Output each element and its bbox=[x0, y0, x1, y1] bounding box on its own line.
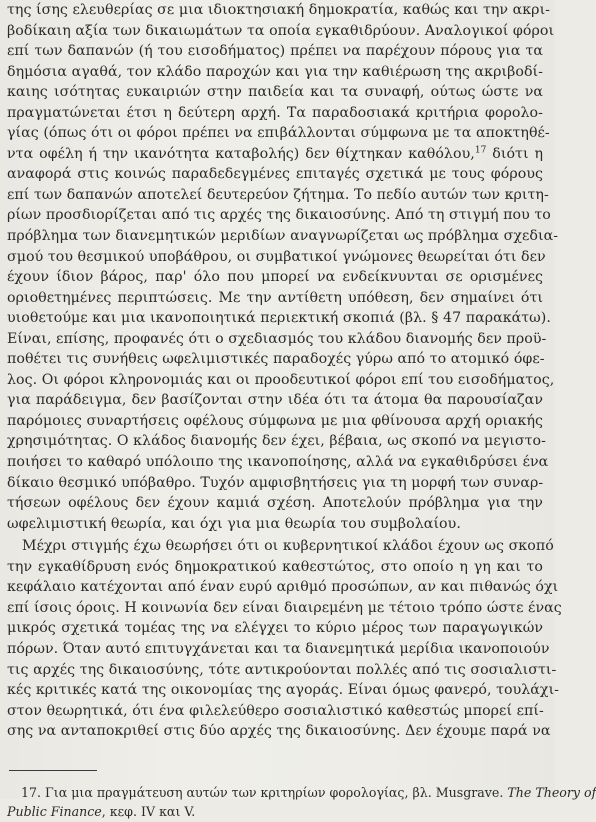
text-line: πραγματώνεται έτσι η δεύτερη αρχή. Τα παραδοσιακά κριτήρια φορολο- bbox=[7, 104, 543, 121]
text-line: σης να ανταποκριθεί στις δύο αρχές της δικαιοσύνης. Δεν έχουμε παρά να bbox=[7, 723, 551, 740]
text-line: στον θεωρητικά, ότι ένα φιλελεύθερο σοσιαλιστικό καθεστώς μπορεί επί- bbox=[7, 702, 544, 719]
text-line: για παράδειγμα, δεν βασίζονται στην ιδέα ότι τα άτομα θα παρουσίαζαν bbox=[7, 392, 543, 409]
text-line: κεφάλαιο κατέχονται από έναν ευρύ αριθμό προσώπων, αν και πιθανώς όχι bbox=[7, 579, 559, 596]
text-line: γίας (όπως ότι οι φόροι πρέπει να επιβάλλονται σύμφωνα με τα αποκτηθέ- bbox=[7, 125, 550, 142]
text-line: πρόβλημα των διανεμητικών μεριδίων αναγνωρίζεται ως πρόβλημα σχεδια- bbox=[7, 228, 559, 245]
text-line: κές κριτικές κατά της οικονομίας της αγοράς. Είναι όμως φανερό, τουλάχι- bbox=[7, 682, 560, 699]
text-line bbox=[7, 144, 543, 165]
text-line: επί ίσοις όροις. Η κοινωνία δεν είναι διαιρεμένη με τέτοιο τρόπο ώστε ένας bbox=[7, 599, 562, 616]
text-line: αναφορά στις κοινώς παραδεδεγμένες επιταγές σχετικά με τους φόρους bbox=[7, 166, 543, 183]
text-segment: διότι η bbox=[486, 145, 543, 162]
text-line: παρόμοιες συναρτήσεις οφέλους σύμφωνα με μια φθίνουσα αρχή οριακής bbox=[7, 412, 543, 429]
text-line: επί των δαπανών αποτελεί δευτερεύον ζήτημα. Το πεδίο αυτών των κριτη- bbox=[7, 186, 549, 203]
text-segment: ντα οφέλη ή την ικανότητα καταβολής) δεν θίχτηκαν καθόλου, bbox=[7, 145, 475, 162]
text-line: τις αρχές της δικαιοσύνης, τότε αντικρούονται πολλές από τις σοσιαλιστι- bbox=[7, 661, 557, 678]
text-line: ποθέτει τις συνήθεις ωφελιμιστικές παραδοχές γύρω από το ατομικό όφε- bbox=[7, 351, 545, 368]
text-line: ποιήσει το καθαρό υπόλοιπο της ικανοποίησης, αλλά να εγκαθιδρύσει ένα bbox=[7, 454, 549, 471]
text-line: λος. Οι φόροι κληρονομιάς και οι προοδευτικοί φόροι επί του εισοδήματος, bbox=[7, 371, 555, 388]
footnote-book-title: The Theory of bbox=[507, 784, 596, 800]
text-line: βοδίκαιη αξία των δικαιωμάτων τα οποία εγκαθιδρύουν. Αναλογικοί φόροι bbox=[7, 22, 555, 39]
text-line: ωφελιμιστική θεωρία, και όχι για μια θεωρία του συμβολαίου. bbox=[7, 515, 461, 532]
text-line: επί των δαπανών (ή του εισοδήματος) πρέπει να παρέχουν πόρους για τα bbox=[7, 43, 543, 60]
paragraph-2 bbox=[7, 536, 562, 741]
main-text bbox=[7, 0, 562, 742]
text-line: οριοθετημένες περιπτώσεις. Με την αντίθετη υπόθεση, δεν σημαίνει ότι bbox=[7, 289, 543, 306]
text-line: καιης ισότητας ευκαιριών στην παιδεία και τα συναφή, ούτως ώστε να bbox=[7, 84, 543, 101]
text-line: σμού του θεσμικού υποβάθρου, οι συμβατικοί γνώμονες θεωρείται ότι δεν bbox=[7, 248, 546, 265]
text-line: Μέχρι στιγμής έχω θεωρήσει ότι οι κυβερνητικοί κλάδοι έχουν ως σκοπό bbox=[22, 538, 554, 555]
text-line: ρίων προσδιορίζεται από τις αρχές της δικαιοσύνης. Από τη στιγμή που το bbox=[7, 207, 551, 224]
text-line: μικρός σχετικά τομέας της να ελέγχει το κύριο μέρος των παραγωγικών bbox=[7, 620, 543, 637]
footnote-text: Για μια πραγμάτευση αυτών των κριτηρίων φορολογίας, βλ. Musgrave. bbox=[41, 784, 508, 800]
text-line: έχουν ίδιον βάρος, παρ' όλο που μπορεί να ενδείκνυνται σε ορισμένες bbox=[7, 269, 543, 286]
text-line: την εγκαθίδρυση ενός δημοκρατικού καθεστώτος, στο οποίο η γη και το bbox=[7, 558, 543, 575]
text-line: τήσεων οφέλους δεν έχουν καμιά σχέση. Αποτελούν πρόβλημα για την bbox=[7, 495, 543, 512]
footnote-line-2 bbox=[7, 802, 543, 822]
footnote-text-end: , κεφ. IV και V. bbox=[101, 804, 196, 820]
text-line: Είναι, επίσης, προφανές ότι ο σχεδιασμός του κλάδου διανομής δεν προϋ- bbox=[7, 330, 547, 347]
paragraph-1 bbox=[7, 0, 559, 534]
text-line: πόρων. Όταν αυτό επιτυγχάνεται και τα διανεμητικά μερίδια ικανοποιούν bbox=[7, 640, 550, 657]
footnote-number: 17. bbox=[21, 784, 42, 800]
text-line: δίκαιο θεσμικό υπόβαθρο. Τυχόν αμφισβητήσεις για τη μορφή των συναρ- bbox=[7, 474, 544, 491]
text-line: της ίσης ελευθερίας σε μια ιδιοκτησιακή δημοκρατία, καθώς και την ακρι- bbox=[7, 2, 551, 18]
footnote-line-1 bbox=[7, 783, 596, 803]
text-line: χρησιμότητας. Ο κλάδος διανομής δεν έχει, βέβαια, ως σκοπό να μεγιστο- bbox=[7, 433, 546, 450]
footnote-17 bbox=[7, 783, 596, 822]
footnote-separator bbox=[9, 770, 97, 771]
text-line: υιοθετούμε και μια ικανοποιητικά περιεκτική σκοπιά (βλ. § 47 παρακάτω). bbox=[7, 310, 551, 327]
footnote-ref-17[interactable]: 17 bbox=[474, 145, 487, 156]
footnote-book-title-cont: Public Finance bbox=[7, 804, 102, 820]
text-line: δημόσια αγαθά, τον κλάδο παροχών και για την καθιέρωση της ακριβοδί- bbox=[7, 63, 543, 80]
